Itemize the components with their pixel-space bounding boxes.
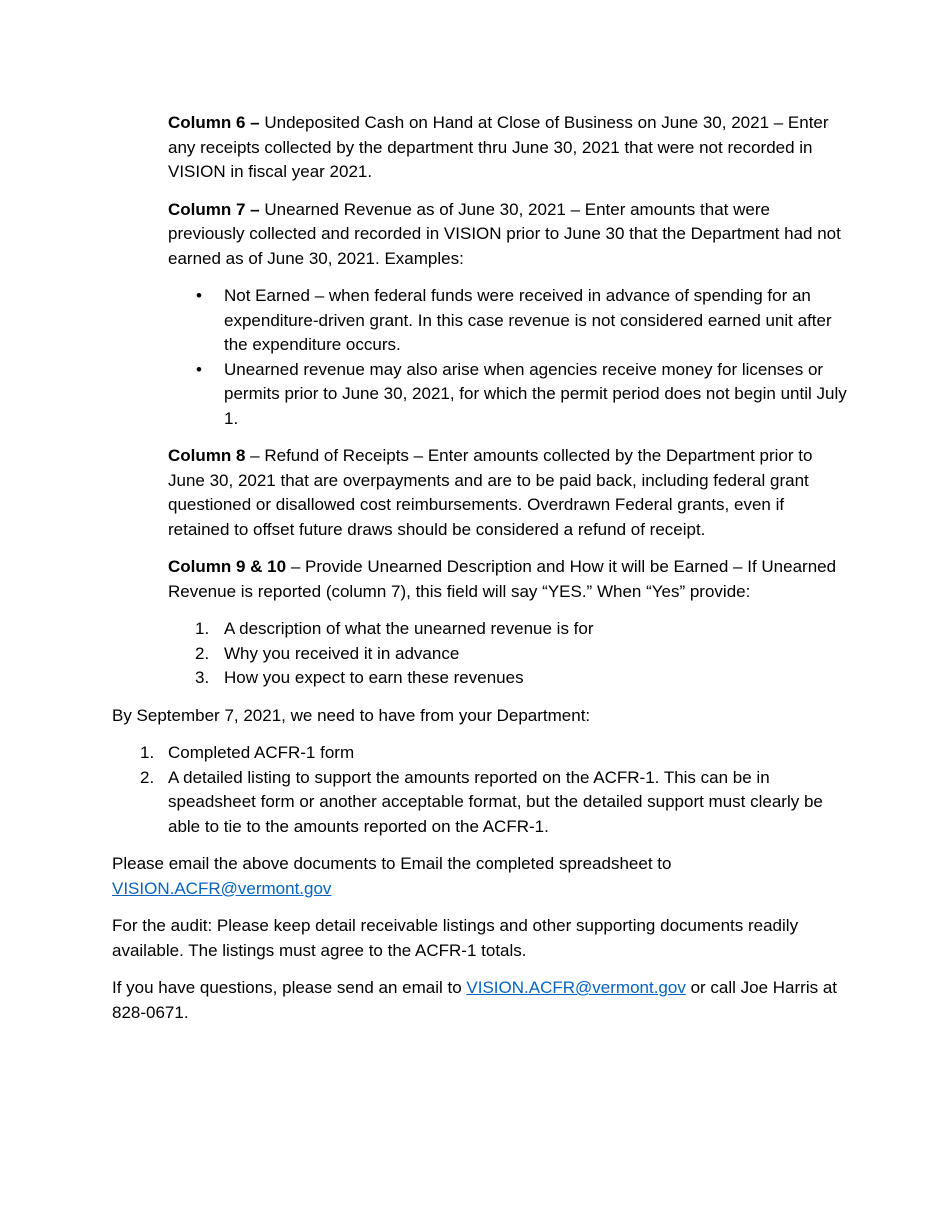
email-link[interactable]: VISION.ACFR@vermont.gov (112, 878, 332, 898)
deadline-requirements-list (112, 741, 847, 839)
column-9-10-text: – Provide Unearned Description and How it will be Earned – If Unearned Revenue is reported (column 7), this field will say “YES.” When “Yes” provide: (168, 557, 837, 601)
list-text: How you expect to earn these revenues (224, 668, 524, 687)
questions-text-before: If you have questions, please send an email to (112, 978, 467, 997)
questions-email-link[interactable]: VISION.ACFR@vermont.gov (466, 978, 686, 997)
column-6-paragraph (168, 111, 847, 185)
list-text: Completed ACFR-1 form (168, 743, 355, 762)
email-instructions: Please email the above documents to Email the completed spreadsheet to (112, 854, 672, 873)
list-item: • Not Earned – when federal funds were received in advance of spending for an expenditure-driven grant. In this case revenue is not considered earned unit after the expenditure occurs. (168, 284, 847, 358)
list-item (112, 741, 847, 766)
list-number: 1. (140, 743, 155, 762)
column-9-10-paragraph (168, 555, 847, 604)
audit-paragraph: For the audit: Please keep detail receivable listings and other supporting documents readily available. The listings must agree to the ACFR-1 totals. (112, 916, 799, 960)
email-paragraph (112, 852, 847, 901)
list-text: A detailed listing to support the amounts reported on the ACFR-1. This can be in speadsheet form or another acceptable format, but the detailed support must clearly be able to tie to the amounts reported on the ACFR-1. (168, 767, 823, 836)
list-number: 2. (140, 767, 155, 787)
column-7-label: Column 7 – (168, 199, 260, 219)
column-8-label: Column 8 (168, 446, 246, 465)
list-item (168, 642, 847, 667)
column-8-text: – Refund of Receipts – Enter amounts collected by the Department prior to June 30, 2021 that are overpayments and are to be paid back, including federal grant questioned or disallowed cost reimbursements. Overdrawn Federal grants, even if retained to offset future draws should be considered a refund of receipt. (168, 446, 813, 539)
questions-paragraph (112, 976, 847, 1025)
list-item (168, 666, 847, 691)
column-7-examples-list (168, 284, 847, 431)
list-item (112, 766, 847, 840)
column-6-label: Column 6 – (168, 113, 260, 132)
column-6-text: Undeposited Cash on Hand at Close of Business on June 30, 2021 – Enter any receipts collected by the department thru June 30, 2021 that were not recorded in VISION in fiscal year 2021. (168, 113, 829, 181)
list-text: A description of what the unearned revenue is for (224, 619, 594, 638)
list-item: • Unearned revenue may also arise when agencies receive money for licenses or permits prior to June 30, 2021, for which the permit period does not begin until July 1. (168, 358, 847, 432)
list-item (168, 617, 847, 642)
list-number: 1. (195, 619, 210, 638)
list-number: 3. (195, 668, 210, 687)
unearned-requirements-list (168, 617, 847, 691)
column-8-paragraph (168, 444, 847, 542)
list-text: Why you received it in advance (224, 643, 460, 663)
column-7-paragraph (168, 198, 847, 272)
list-number: 2. (195, 643, 210, 663)
document-body (112, 111, 847, 1038)
deadline-paragraph: By September 7, 2021, we need to have from your Department: (112, 705, 591, 725)
column-9-10-label: Column 9 & 10 (168, 557, 287, 576)
column-descriptions (168, 111, 847, 691)
questions-text-after: or call Joe Harris at 828-0671. (112, 978, 838, 1022)
column-7-text: Unearned Revenue as of June 30, 2021 – Enter amounts that were previously collected and recorded in VISION prior to June 30 that the Department had not earned as of June 30, 2021. Examples: (168, 199, 841, 268)
